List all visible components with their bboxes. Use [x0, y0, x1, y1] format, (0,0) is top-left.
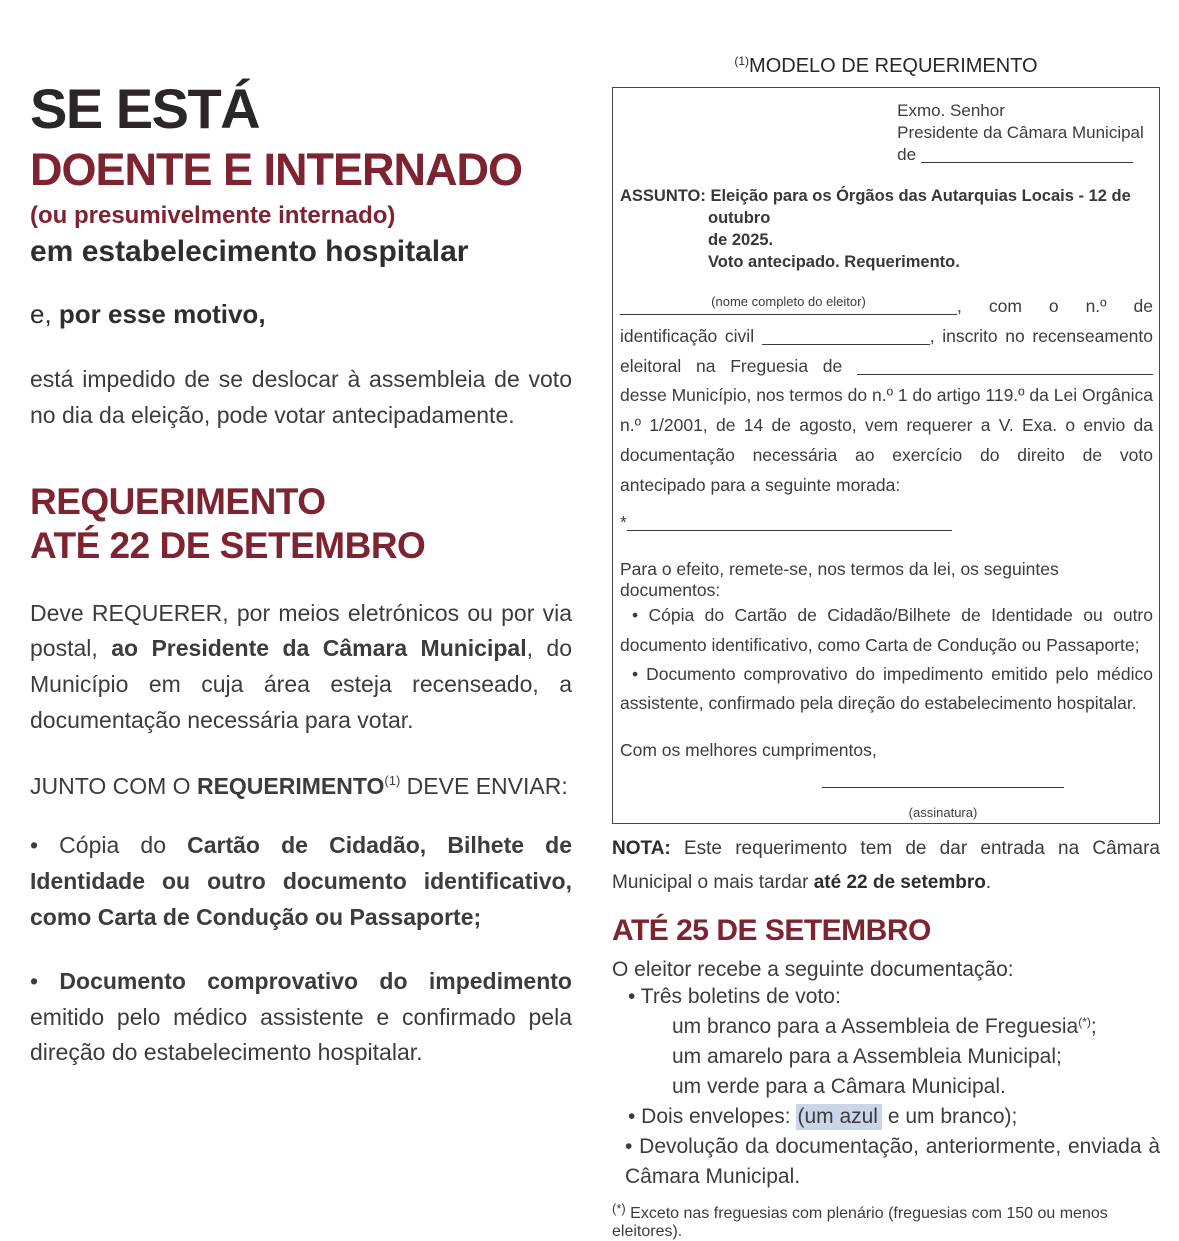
bullet1-pre: • Cópia do [30, 832, 188, 859]
model-title [612, 54, 1160, 78]
lead-bold: por esse motivo, [58, 299, 266, 330]
nota-text: Este requerimento tem de dar entrada na Câmara Municipal o mais tardar [612, 838, 1160, 893]
junto-text-bold: REQUERIMENTO [196, 773, 385, 800]
list-item-devolucao: • Devolução da documentação, anteriormente, enviada à Câmara Municipal. [625, 1134, 1160, 1188]
intro-paragraph: está impedido de se deslocar à assembleia de voto no dia da eleição, pode votar antecipadamente. [30, 366, 572, 429]
footnote-ref-star: (*) [1078, 1014, 1091, 1029]
assunto-line-3: Voto antecipado. Requerimento. [708, 253, 960, 272]
list-item-ballots: • Três boletins de voto: [628, 984, 841, 1008]
right-column [612, 54, 1160, 1241]
letter-body [620, 292, 1153, 500]
nota-paragraph [612, 832, 1160, 900]
page-title-accent: DOENTE E INTERNADO [30, 144, 523, 196]
address-line-3 [897, 144, 1153, 166]
address-asterisk-line [620, 512, 1153, 533]
closing-line: Com os melhores cumprimentos, [620, 740, 877, 761]
municipality-blank-line [921, 149, 1133, 163]
document-bullet-1 [30, 828, 572, 936]
address-line-2: Presidente da Câmara Municipal [897, 123, 1144, 143]
heading-line-1: REQUERIMENTO [30, 481, 326, 523]
footnote-ref-1: (1) [384, 773, 401, 789]
bullet1-bold: Cartão de Cidadão, Bilhete de Identidade ou outro documento identificativo, como Carta de Condução ou Passaporte; [30, 832, 572, 930]
req-text-c: , do Município em cuja área esteja recenseado, a documentação necessária para votar. [30, 635, 573, 734]
heading-line-2: ATÉ 22 DE SETEMBRO [30, 524, 426, 566]
lead-sentence [30, 299, 572, 330]
list-subitem-white-ballot [612, 1012, 1160, 1042]
letter-text-a: , com o n.º de identificação civil [620, 296, 1153, 346]
bullet2-bold: Documento comprovativo do impedimento [59, 967, 572, 994]
civil-id-blank-line [762, 331, 930, 345]
envelopes-highlighted-text: (um azul [796, 1104, 882, 1130]
assunto-block [620, 186, 1153, 274]
model-title-text: MODELO DE REQUERIMENTO [749, 55, 1038, 77]
assunto-label: ASSUNTO: [620, 187, 706, 206]
section-heading-requerimento [30, 480, 572, 567]
req-text-a: Deve REQUERER, por meios eletrónicos ou por via postal, [30, 599, 572, 662]
left-column [30, 77, 573, 1071]
envelopes-post: e um branco); [881, 1104, 1018, 1128]
lead-regular: e, [30, 299, 59, 330]
list-subitem-yellow-ballot: um amarelo para a Assembleia Municipal; [672, 1044, 1062, 1068]
form-doc-bullet-1: • Cópia do Cartão de Cidadão/Bilhete de Identidade ou outro documento identificativo, como Carta de Condução ou Passaporte; [620, 605, 1153, 655]
page-title: SE ESTÁ [30, 77, 260, 140]
nota-period: . [985, 871, 992, 893]
document-bullet-2 [30, 964, 572, 1072]
junto-text-a: JUNTO COM O [30, 773, 197, 800]
envelopes-pre: • Dois envelopes: [628, 1104, 797, 1128]
address-block [897, 100, 1153, 166]
address-de: de [897, 145, 921, 165]
requerimento-paragraph [30, 596, 572, 740]
footnote-text: Exceto nas freguesias com plenário (freguesias com 150 ou menos eleitores). [612, 1204, 1108, 1240]
freguesia-blank-line [857, 361, 1153, 375]
footnote-ref-1: (1) [734, 54, 750, 68]
letter-text-c: desse Município, nos termos do n.º 1 do artigo 119.º da Lei Orgânica n.º 1/2001, de 14 de agosto, vem requerer a V. Exa. o envio da documentação necessária ao exercício do direito de voto antecipado para a seguinte morada: [620, 385, 1153, 495]
address-line-1: Exmo. Senhor [897, 101, 1005, 120]
assunto-line-1: Eleição para os Órgãos das Autarquias Locais - 12 de outubro [705, 187, 1131, 228]
nota-label: NOTA: [612, 838, 671, 859]
footnote-star-marker: (*) [612, 1200, 626, 1216]
morada-blank-line [627, 517, 952, 531]
page-subtitle: em estabelecimento hospitalar [30, 235, 469, 269]
name-blank-line [620, 293, 957, 315]
page-subtitle-parenthetical: (ou presumivelmente internado) [30, 202, 396, 230]
docs-intro: Para o efeito, remete-se, nos termos da lei, os seguintes documentos: [620, 559, 1059, 601]
letter-text-b: , inscrito no recenseamento eleitoral na Freguesia de [620, 325, 1153, 376]
assunto-line-2: de 2025. [708, 231, 774, 250]
page-footnote [612, 1201, 1160, 1241]
nota-deadline-bold: até 22 de setembro [813, 871, 986, 893]
name-blank-label: (nome completo do eleitor) [711, 293, 866, 309]
bullet2-pre: • [30, 967, 60, 994]
req-text-bold: ao Presidente da Câmara Municipal [111, 635, 527, 662]
ballot-white-text: um branco para a Assembleia de Freguesia [672, 1014, 1079, 1038]
signature-line [822, 787, 1064, 788]
asterisk: * [620, 512, 627, 533]
ballot-white-end: ; [1090, 1014, 1097, 1038]
sec25-intro: O eleitor recebe a seguinte documentação: [612, 957, 1014, 981]
bullet2-post: emitido pelo médico assistente e confirmado pela direção do estabelecimento hospitalar. [30, 1003, 572, 1066]
request-form-box [612, 87, 1160, 824]
section-heading-ate-25: ATÉ 25 DE SETEMBRO [612, 913, 931, 947]
junto-text-c: DEVE ENVIAR: [400, 773, 568, 800]
junto-line [30, 773, 572, 800]
list-subitem-green-ballot: um verde para a Câmara Municipal. [672, 1074, 1006, 1098]
signature-label: (assinatura) [908, 805, 978, 821]
list-item-envelopes [612, 1102, 1160, 1132]
form-doc-bullet-2: • Documento comprovativo do impedimento emitido pelo médico assistente, confirmado pela direção do estabelecimento hospitalar. [620, 663, 1153, 713]
